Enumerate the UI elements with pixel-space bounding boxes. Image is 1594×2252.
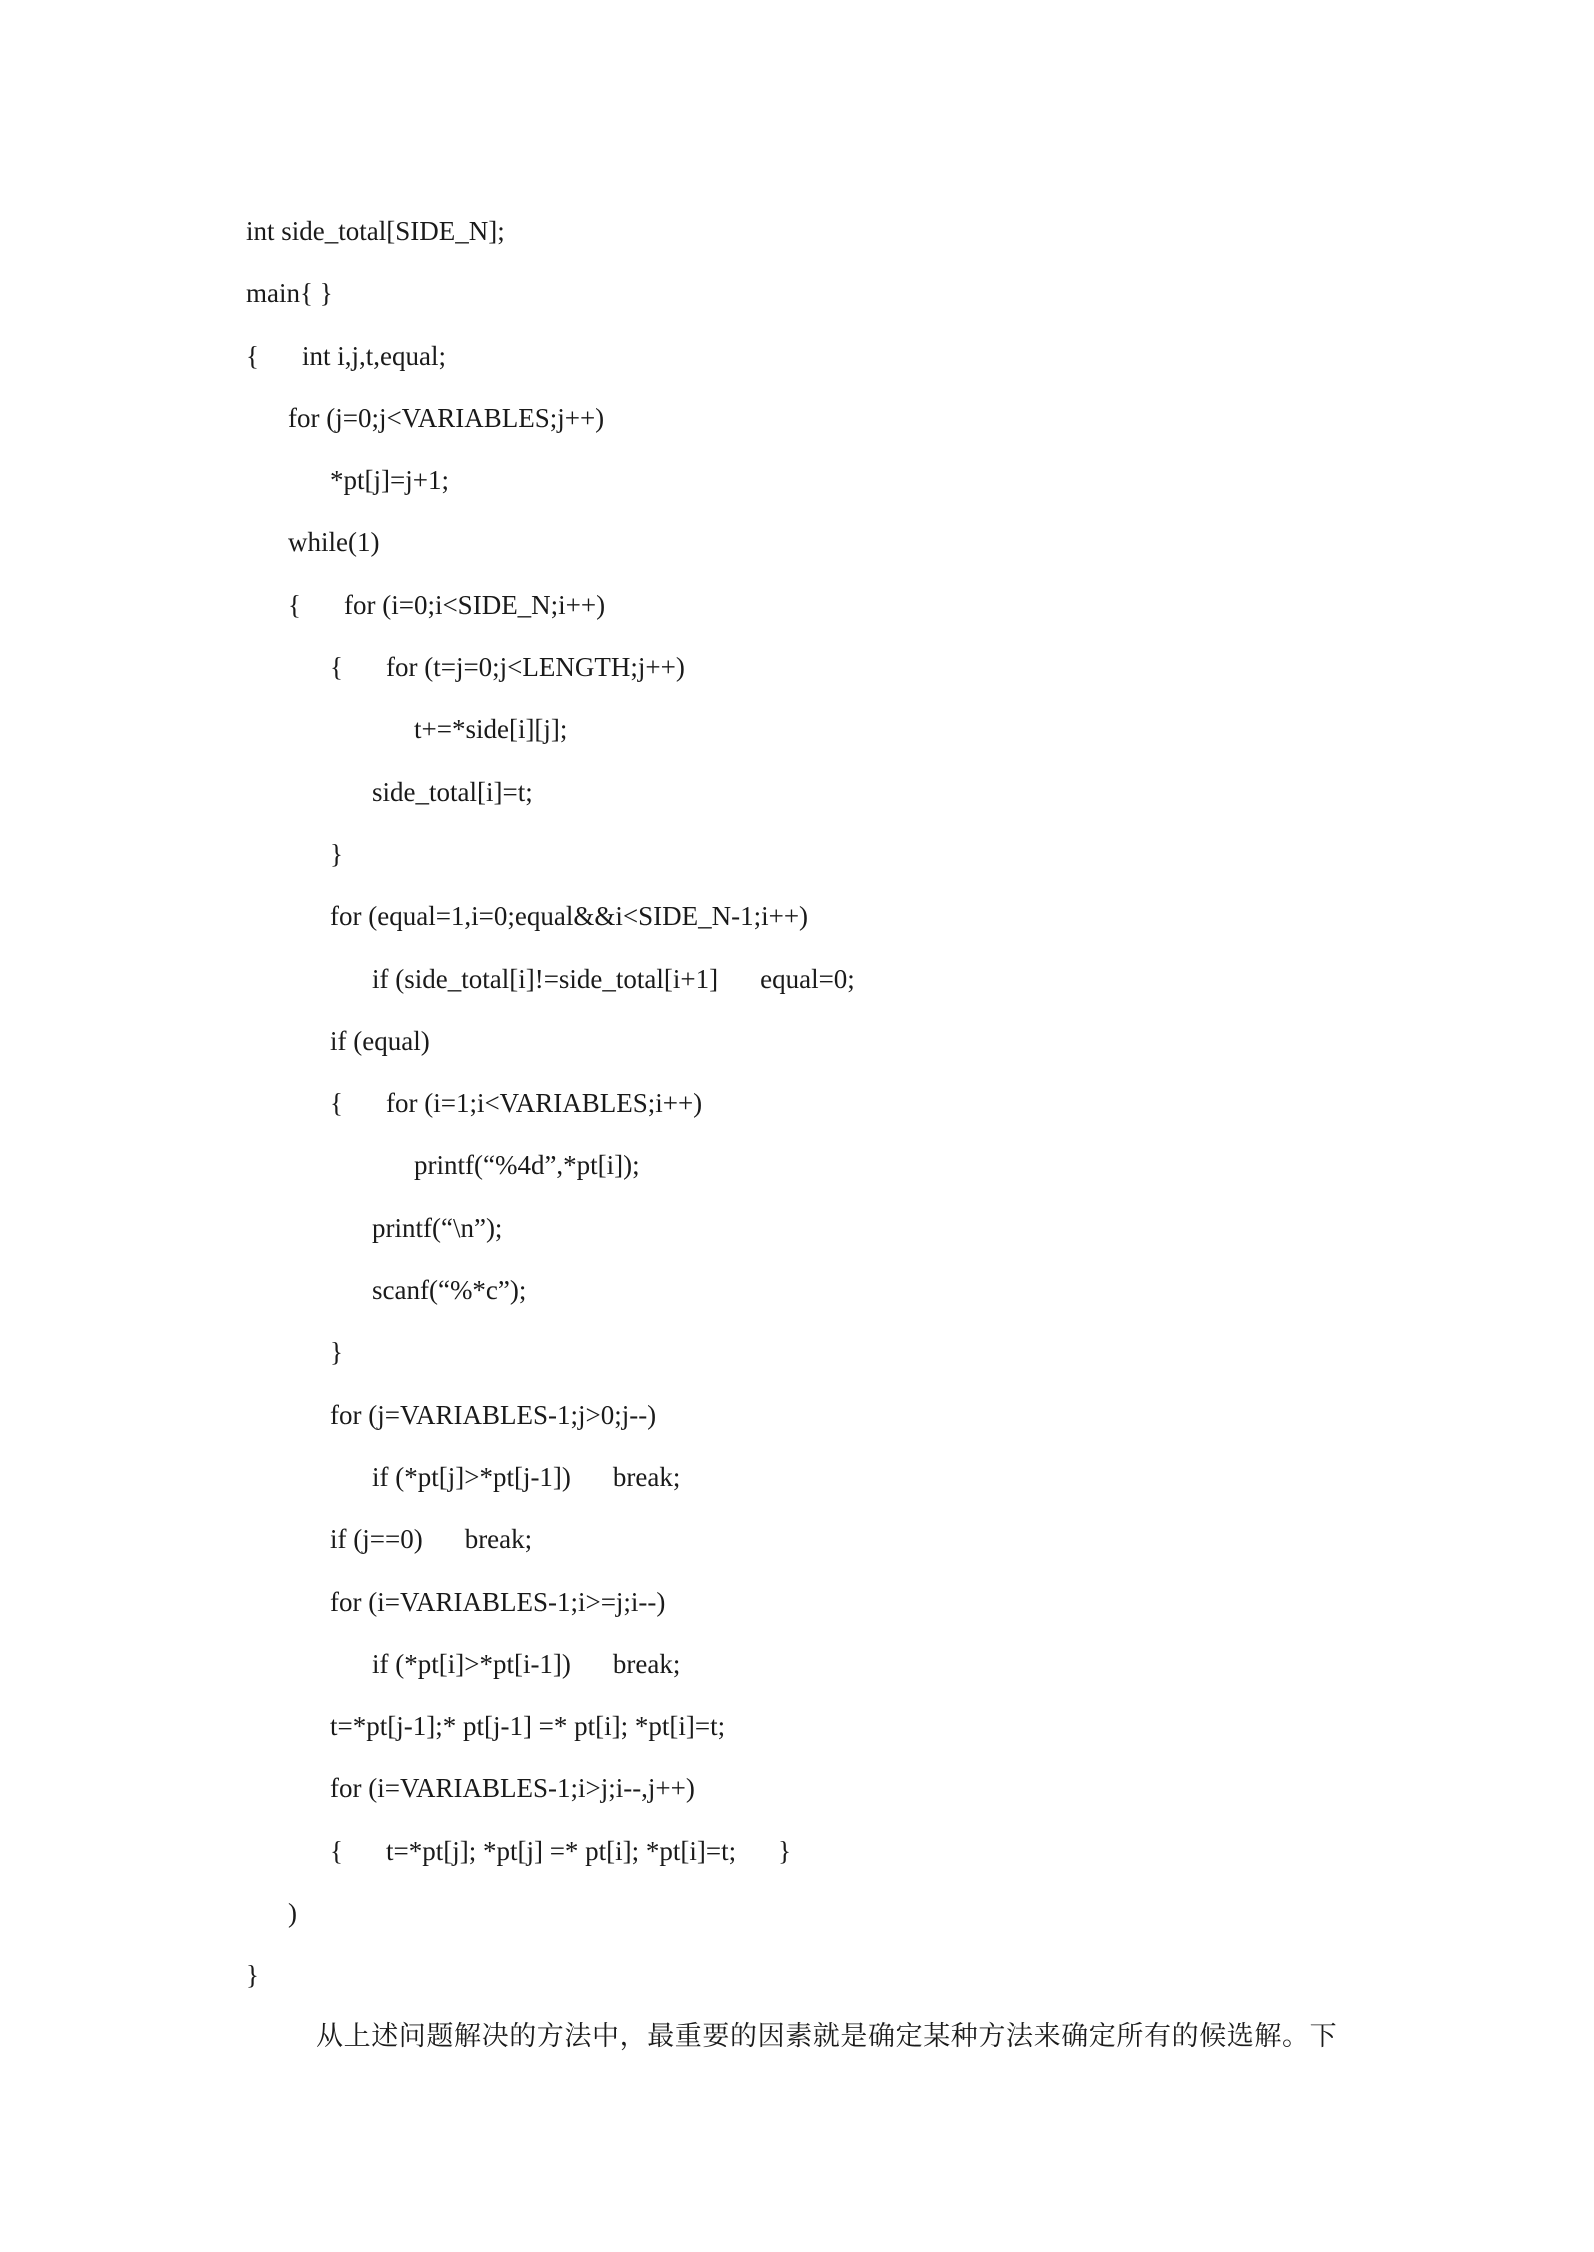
code-line — [246, 205, 855, 267]
code-line — [246, 1949, 855, 2011]
code-text: for (i=VARIABLES-1;i>j;i--,j++) — [330, 1773, 695, 1804]
code-text: printf(“%4d”,*pt[i]); — [414, 1150, 640, 1181]
code-line — [246, 1887, 855, 1949]
code-text: for (i=0;i<SIDE_N;i++) — [344, 589, 606, 620]
code-text: if (*pt[i]>*pt[i-1]) — [372, 1648, 571, 1679]
code-text: t=*pt[j-1];* pt[j-1] =* pt[i]; *pt[i]=t; — [330, 1711, 726, 1742]
code-text: break; — [464, 1524, 533, 1555]
code-line — [246, 267, 855, 329]
code-text: *pt[j]=j+1; — [330, 465, 449, 496]
code-text: main{ } — [246, 278, 333, 309]
code-line — [246, 1513, 855, 1575]
code-text: for (t=j=0;j<LENGTH;j++) — [386, 652, 685, 683]
code-brace: { — [330, 1835, 343, 1866]
code-text: for (j=0;j<VARIABLES;j++) — [288, 402, 605, 433]
code-text: if (equal) — [330, 1025, 430, 1056]
code-text: t=*pt[j]; *pt[j] =* pt[i]; *pt[i]=t; — [386, 1835, 737, 1866]
code-text: equal=0; — [760, 963, 855, 994]
code-brace: { — [330, 1088, 343, 1119]
code-line — [246, 641, 855, 703]
code-text: int side_total[SIDE_N]; — [246, 216, 505, 246]
code-line — [246, 1825, 855, 1887]
code-line — [246, 890, 855, 952]
code-line — [246, 1264, 855, 1326]
code-text: if (*pt[j]>*pt[j-1]) — [372, 1461, 571, 1492]
code-text: for (i=VARIABLES-1;i>=j;i--) — [330, 1586, 666, 1617]
code-line — [246, 703, 855, 765]
code-line — [246, 828, 855, 890]
code-line — [246, 330, 855, 392]
code-text: break; — [612, 1461, 681, 1492]
code-brace: { — [330, 652, 343, 683]
code-text: side_total[i]=t; — [372, 776, 533, 807]
code-line — [246, 454, 855, 516]
code-text: scanf(“%*c”); — [372, 1275, 527, 1306]
code-line — [246, 1389, 855, 1451]
code-line — [246, 1202, 855, 1264]
code-text: for (j=VARIABLES-1;j>0;j--) — [330, 1399, 657, 1430]
code-text: if (j==0) — [330, 1524, 423, 1555]
code-line — [246, 1638, 855, 1700]
code-text: for (equal=1,i=0;equal&&i<SIDE_N-1;i++) — [330, 901, 809, 932]
code-line — [246, 516, 855, 578]
code-text: while(1) — [288, 527, 380, 558]
code-text: } — [330, 1337, 343, 1368]
code-text: if (side_total[i]!=side_total[i+1] — [372, 963, 719, 994]
code-text: t+=*side[i][j]; — [414, 714, 568, 745]
code-listing — [246, 205, 855, 2012]
code-line — [246, 1326, 855, 1388]
code-line — [246, 392, 855, 454]
code-brace: } — [778, 1835, 792, 1866]
code-line — [246, 1015, 855, 1077]
code-text: int i,j,t,equal; — [302, 340, 446, 371]
code-brace: { — [246, 340, 259, 371]
code-line — [246, 1139, 855, 1201]
code-line — [246, 1700, 855, 1762]
code-text: for (i=1;i<VARIABLES;i++) — [386, 1088, 703, 1119]
code-line — [246, 1451, 855, 1513]
code-line — [246, 1077, 855, 1139]
code-line — [246, 1576, 855, 1638]
code-line — [246, 766, 855, 828]
code-text: printf(“\n”); — [372, 1212, 503, 1243]
code-text: } — [246, 1960, 259, 1991]
code-line — [246, 579, 855, 641]
code-line — [246, 1762, 855, 1824]
body-paragraph: 从上述问题解决的方法中，最重要的因素就是确定某种方法来确定所有的候选解。下 — [316, 2021, 1338, 2052]
code-text: ) — [288, 1898, 297, 1929]
code-text: break; — [612, 1648, 681, 1679]
code-brace: { — [288, 589, 301, 620]
code-text: } — [330, 838, 343, 869]
code-line — [246, 953, 855, 1015]
